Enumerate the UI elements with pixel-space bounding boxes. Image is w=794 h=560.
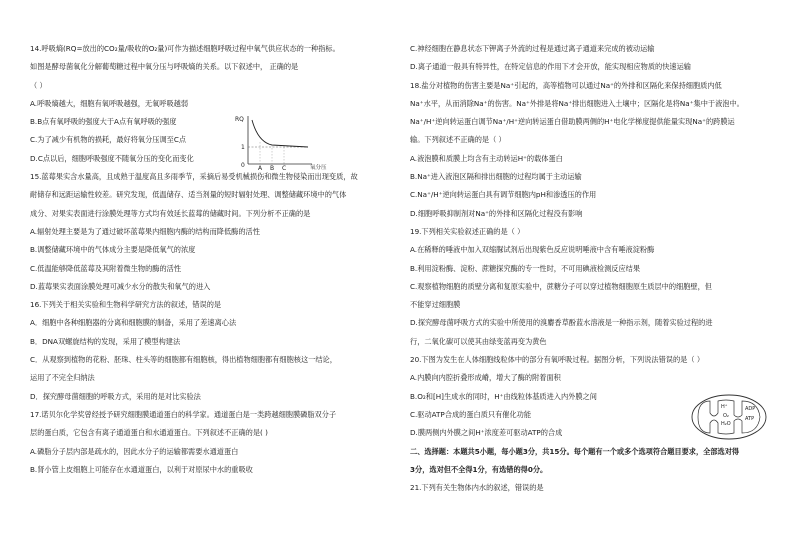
left-column-line: C．从观察到植物的花粉、胚珠、柱头等的细胞都有细胞核，得出植物细胞都有细胞核这一结论， xyxy=(30,355,337,365)
left-column-line: 如图是酵母菌氧化分解葡萄糖过程中氧分压与呼吸熵的关系。以下叙述中， 正确的是 xyxy=(30,62,299,72)
right-column-line: Na⁺/H⁺逆向转运蛋白调节Na⁺/H⁺逆向转运蛋白借助膜两侧的H⁺电化学梯度提供能量实现Na⁺的跨膜运 xyxy=(410,117,735,127)
right-column-line: C.神经细胞在静息状态下钾离子外流的过程是通过离子通道来完成的被动运输 xyxy=(410,44,655,53)
right-column-line: D.细胞呼吸抑制剂对Na⁺的外排和区隔化过程没有影响 xyxy=(410,208,583,218)
left-column-line: 耐储存和远距运输性较差。研究发现，低温储存、适当剂量的短时辐射处理、调整储藏环境中的气体 xyxy=(30,190,347,200)
left-column-line: 15.蓝莓果实含水量高，且成熟于温度高且多雨季节，采摘后易受机械损伤和微生物侵染而出现变质，故 xyxy=(30,172,358,182)
right-column-line: A.液泡膜和质膜上均含有主动转运H⁺的载体蛋白 xyxy=(410,153,563,163)
left-column-line: 层的蛋白质，它包含有离子通道蛋白和水通道蛋白。下列叙述不正确的是( ) xyxy=(30,428,268,438)
left-column-line: 16.下列关于相关实验和生物科学研究方法的叙述，错误的是 xyxy=(30,300,222,310)
right-column-line: 不能穿过细胞膜 xyxy=(410,300,461,310)
graph-x-tick-b: B xyxy=(270,165,275,170)
left-column-line: A.磷脂分子层内部是疏水的，因此水分子的运输都需要水通道蛋白 xyxy=(30,446,239,456)
left-column-line: D.蓝莓果实表面涂膜处理可减少水分的散失和氧气的进入 xyxy=(30,281,211,291)
mito-label-o2: O₂ xyxy=(723,413,729,419)
right-column-line: B.Na⁺进入液泡区隔和排出细胞的过程均属于主动运输 xyxy=(410,172,582,182)
right-column-line: 输。下列叙述不正确的是（ ） xyxy=(410,135,506,145)
right-column-line: C.驱动ATP合成的蛋白质只有催化功能 xyxy=(410,409,532,419)
left-column-line: D．探究酵母菌细胞的呼吸方式，采用的是对比实验法 xyxy=(30,391,201,401)
right-column-line: Na⁺水平，从而消除Na⁺的伤害。Na⁺外排是将Na⁺排出细胞进入土壤中；区隔化是将Na⁺集中于液泡中。 xyxy=(410,98,744,108)
right-column-line: B.O₂和[H]生成水的同时，H⁺由线粒体基质进入内外膜之间 xyxy=(410,391,597,401)
mito-label-h: H⁺ xyxy=(721,404,728,410)
left-column-line: B.肾小管上皮细胞上可能存在水通道蛋白，以利于对原尿中水的重吸收 xyxy=(30,464,253,474)
rq-graph xyxy=(232,112,338,170)
mito-label-atp: ATP xyxy=(745,416,755,422)
right-column-line: B.利用淀粉酶、淀粉、蔗糖探究酶的专一性时，不可用碘液检测反应结果 xyxy=(410,263,641,273)
graph-y-tick-1: 1 xyxy=(241,144,245,151)
right-column-line: C.Na⁺/H⁺逆向转运蛋白具有调节细胞内pH和渗透压的作用 xyxy=(410,190,597,200)
right-column-line: 二、选择题：本题共5小题，每小题3分，共15分。每个题有一个或多个选项符合题目要求，全部选对得 xyxy=(410,446,740,456)
left-column-line: 运用了不完全归纳法 xyxy=(30,373,95,383)
outer-membrane xyxy=(692,395,766,439)
left-column-line: A.呼吸熵越大，细胞有氧呼吸越强，无氧呼吸越弱 xyxy=(30,98,189,108)
right-column-line: C.观察植物细胞的质壁分离和复原实验中，蔗糖分子可以穿过植物细胞原生质层中的细胞壁，但 xyxy=(410,281,712,291)
left-column-line: 17.诺贝尔化学奖曾经授予研究细胞膜通道蛋白的科学家。通道蛋白是一类跨越细胞膜磷脂双分子 xyxy=(30,409,337,419)
left-column xyxy=(30,44,380,483)
left-column-line: （ ） xyxy=(30,80,47,90)
mito-label-h2o: H₂O xyxy=(721,421,731,427)
graph-x-label: 氧分压 xyxy=(310,165,327,170)
right-column-line: D.离子通道一般具有特异性，在特定信息的作用下才会开放，能实现相应物质的快速运输 xyxy=(410,62,691,72)
right-column-line: A.在稀释的唾液中加入双缩脲试剂后出现紫色反应说明唾液中含有唾液淀粉酶 xyxy=(410,245,655,255)
right-column-line: 21.下列有关生物体内水的叙述，错误的是 xyxy=(410,483,544,493)
graph-y-tick-0: 0 xyxy=(241,162,245,169)
left-column-line: 成分、对果实表面进行涂膜处理等方式均有效延长蓝莓的储藏时间。下列分析不正确的是 xyxy=(30,208,311,218)
right-column-line: D.探究酵母菌呼吸方式的实验中所使用的溴麝香草酚蓝水溶液是一种指示剂，随着实验过程的进 xyxy=(410,318,713,328)
graph-curve xyxy=(252,120,308,147)
graph-y-label: RQ xyxy=(235,116,244,123)
right-column-line: 行，二氧化碳可以使其由绿变蓝再变为黄色 xyxy=(410,336,547,346)
graph-x-tick-a: A xyxy=(258,165,263,170)
left-column-line: A.辐射处理主要是为了通过破坏蓝莓果内细胞内酶的结构而降低酶的活性 xyxy=(30,226,260,236)
left-column-line: C.低温能够降低蓝莓及其附着微生物的酶的活性 xyxy=(30,263,182,273)
left-column-line: D.C点以后，细胞呼吸强度不随氧分压的变化而变化 xyxy=(30,153,194,163)
left-column-line: B．DNA双螺旋结构的发现，采用了模型构建法 xyxy=(30,336,181,346)
left-column-line: 14.呼吸熵(RQ=放出的CO₂量/吸收的O₂量)可作为描述细胞呼吸过程中氧气供应状态的一种指标。 xyxy=(30,44,340,53)
right-column-line: 18.盐分对植物的伤害主要是Na⁺引起的，高等植物可以通过Na⁺的外排和区隔化来保持细胞质内低 xyxy=(410,80,722,90)
left-column-line: C.为了减少有机物的损耗，最好将氧分压调至C点 xyxy=(30,135,187,145)
mito-label-adp: ADP xyxy=(745,406,756,412)
right-column-line: A.内膜向内腔折叠形成嵴，增大了酶的附着面积 xyxy=(410,373,561,383)
mitochondrion-diagram xyxy=(690,393,768,441)
left-column-line: A．细胞中各种细胞器的分离和细胞膜的制备，采用了差速离心法 xyxy=(30,318,237,328)
right-column-line: D.膜两侧内外膜之间H⁺浓度差可驱动ATP的合成 xyxy=(410,428,563,438)
right-column-line: 20.下图为发生在人体细胞线粒体中的部分有氧呼吸过程。据图分析，下列说法错误的是（ ） xyxy=(410,355,705,365)
graph-x-tick-c: C xyxy=(282,165,287,170)
right-column-line: 3分，选对但不全得1分，有选错的得0分。 xyxy=(410,464,548,474)
right-column-line: 19.下列相关实验叙述正确的是（ ） xyxy=(410,226,525,236)
left-column-line: B.B点有氧呼吸的强度大于A点有氧呼吸的强度 xyxy=(30,117,177,127)
left-column-line: B.调整储藏环境中的气体成分主要是降低氧气的浓度 xyxy=(30,245,196,255)
